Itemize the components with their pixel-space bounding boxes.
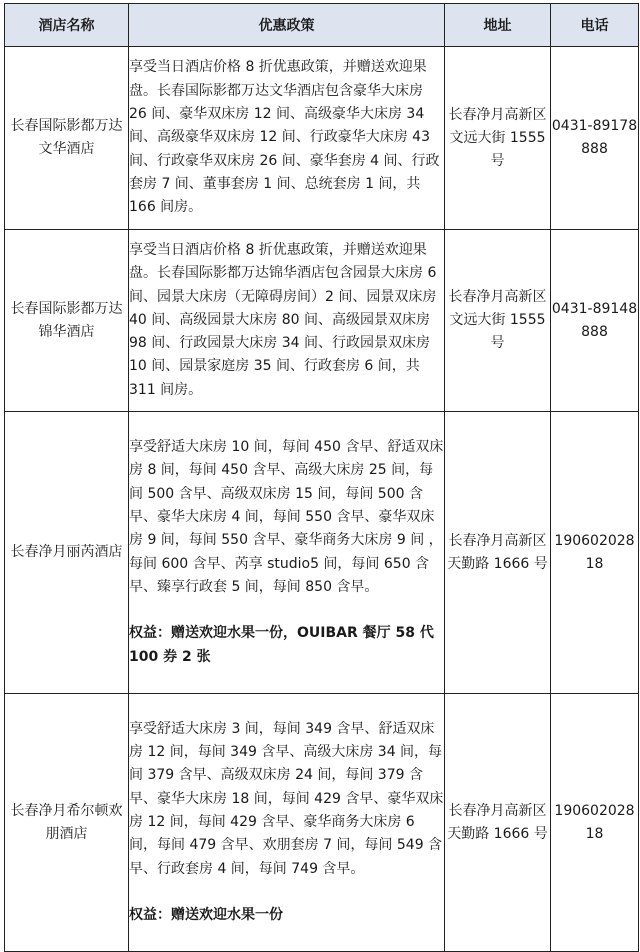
policy-cell: [129, 694, 445, 952]
benefit-text: 权益：赠送欢迎水果一份: [129, 906, 283, 923]
table-row: [5, 230, 639, 412]
policy-text: 享受舒适大床房 3 间，每间 349 含早、舒适双床房 12 间，每间 349 含早、高级大床房 34 间，每间 379 含早、高级双床房 24 间，每间 379 含早、豪华大床房 18 间，每间 429 含早、豪华双床房 12 间，每间 429 含早、豪华商务大床房 6 间，每间 479 含早、欢朋套房 7 间，每间 549 含早、行政套房 4 间，每间 749 含早。: [129, 720, 444, 877]
table-row: [5, 694, 639, 952]
policy-text: 享受当日酒店价格 8 折优惠政策，并赠送欢迎果盘。长春国际影都万达文华酒店包含豪华大床房 26 间、豪华双床房 12 间、高级豪华大床房 34 间、高级豪华双床房 12 间、行政豪华大床房 43 间、行政豪华双床房 26 间、豪华套房 4 间、行政套房 7 间、董事套房 1 间、总统套房 1 间，共 166 间房。: [129, 59, 440, 216]
hotel-name-cell: 长春国际影都万达文华酒店: [5, 47, 129, 230]
address-cell: 长春净月高新区天勤路 1666 号: [445, 694, 551, 952]
header-hotel-name: 酒店名称: [5, 4, 129, 47]
header-phone: 电话: [551, 4, 639, 47]
phone-cell: 0431-89148888: [551, 230, 639, 412]
phone-cell: 0431-89178888: [551, 47, 639, 230]
address-cell: 长春净月高新区天勤路 1666 号: [445, 412, 551, 694]
header-policy: 优惠政策: [129, 4, 445, 47]
policy-text: 享受当日酒店价格 8 折优惠政策，并赠送欢迎果盘。长春国际影都万达锦华酒店包含园景大床房 6 间、园景大床房（无障碍房间）2 间、园景双床房 40 间、高级园景大床房 80 间、高级园景双床房 98 间、行政园景大床房 34 间、行政园景双床房 10 间、园景家庭房 35 间、行政套房 6 间，共 311 间房。: [129, 241, 437, 398]
table-row: [5, 412, 639, 694]
table-row: [5, 47, 639, 230]
phone-cell: 19060202818: [551, 412, 639, 694]
policy-cell: [129, 412, 445, 694]
address-cell: 长春净月高新区文远大街 1555 号: [445, 230, 551, 412]
policy-cell: [129, 230, 445, 412]
table-header-row: [5, 4, 639, 47]
policy-cell: [129, 47, 445, 230]
phone-cell: 19060202818: [551, 694, 639, 952]
address-cell: 长春净月高新区文远大街 1555 号: [445, 47, 551, 230]
hotel-name-cell: 长春净月丽芮酒店: [5, 412, 129, 694]
policy-text: 享受舒适大床房 10 间，每间 450 含早、舒适双床房 8 间，每间 450 含早、高级大床房 25 间，每间 500 含早、高级双床房 15 间，每间 500 含早、豪华大床房 4 间，每间 550 含早、豪华双床房 9 间，每间 550 含早、豪华商务大床房 9 间 ，每间 600 含早、芮享 studio5 间，每间 650 含早、臻享行政套 5 间，每间 850 含早。: [129, 439, 444, 595]
hotel-name-cell: 长春净月希尔顿欢朋酒店: [5, 694, 129, 952]
benefit-text: 权益：赠送欢迎水果一份，OUIBAR 餐厅 58 代 100 券 2 张: [129, 625, 434, 665]
hotel-name-cell: 长春国际影都万达锦华酒店: [5, 230, 129, 412]
header-address: 地址: [445, 4, 551, 47]
hotel-offers-table: [4, 3, 639, 952]
